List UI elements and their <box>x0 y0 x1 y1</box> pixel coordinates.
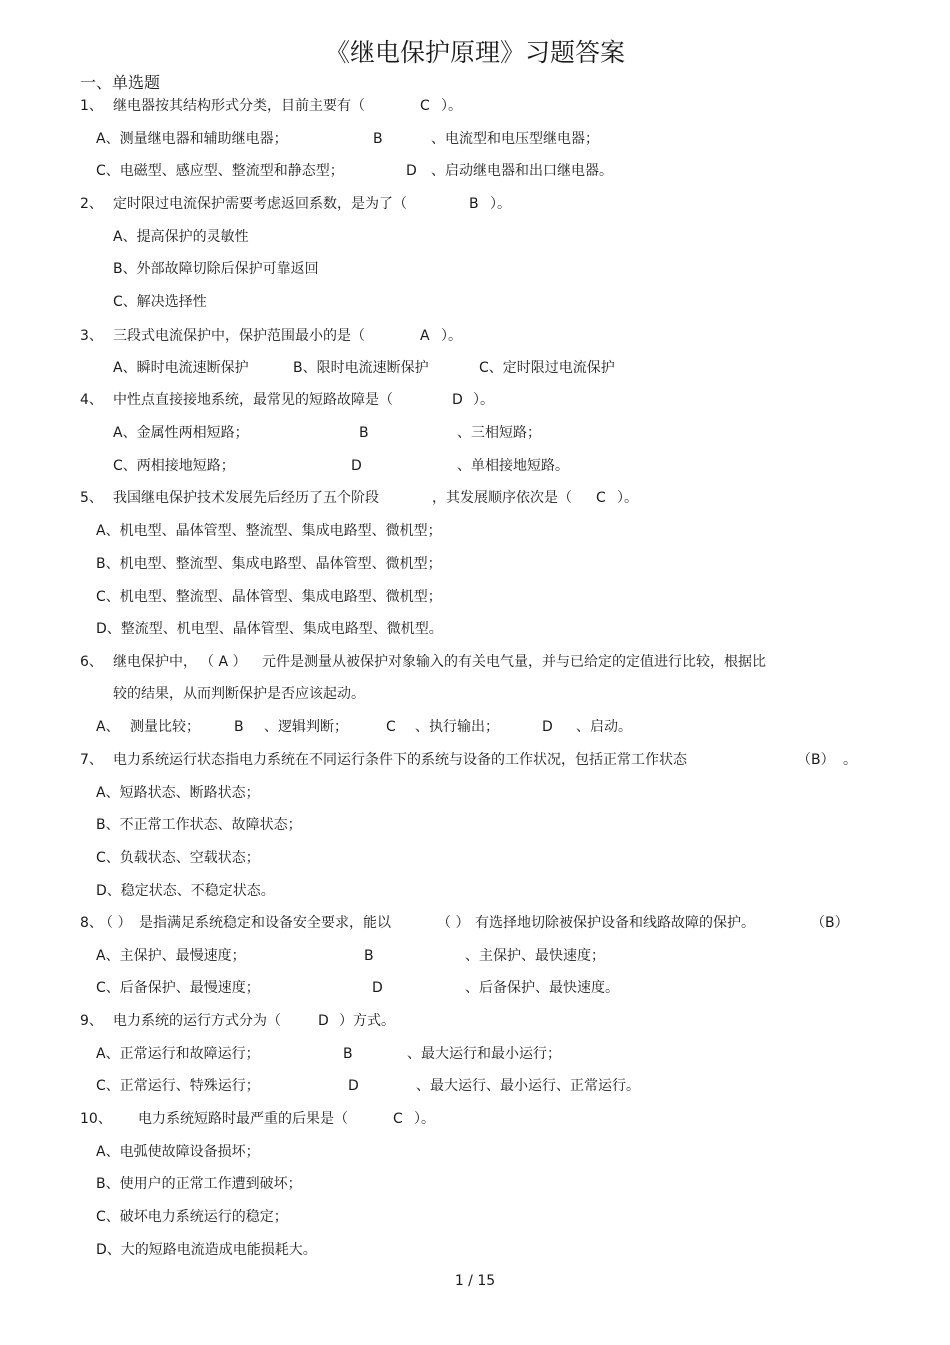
question-3-answer: A <box>420 328 430 344</box>
question-4-option-d: 、单相接地短路。 <box>457 458 569 474</box>
question-10-option-c: C、破坏电力系统运行的稳定； <box>96 1209 288 1225</box>
question-10-end: ）。 <box>414 1111 435 1127</box>
question-5-answer: C <box>596 490 606 506</box>
question-4-option-a: A、金属性两相短路； <box>113 425 249 441</box>
question-9-end: ）方式。 <box>339 1013 395 1029</box>
question-6-option-c: 、执行输出； <box>415 719 499 735</box>
question-8-option-d-letter: D <box>372 980 383 996</box>
question-6-option-a-letter: A、 <box>96 719 120 735</box>
question-8-option-a: A、主保护、最慢速度； <box>96 948 246 964</box>
document-title: 《继电保护原理》习题答案 <box>324 38 625 67</box>
question-5-option-d: D、整流型、机电型、晶体管型、集成电路型、微机型。 <box>96 621 443 637</box>
question-6-stem-cont: 元件是测量从被保护对象输入的有关电气量，并与已给定的定值进行比较，根据比 <box>262 654 766 670</box>
page-number: 1 / 15 <box>454 1273 496 1289</box>
question-1-answer: C <box>420 98 430 114</box>
question-3-option-c: C、定时限过电流保护 <box>479 360 615 376</box>
question-7-option-d: D、稳定状态、不稳定状态。 <box>96 883 275 899</box>
question-4-answer: D <box>452 392 463 408</box>
question-4-stem: 中性点直接接地系统，最常见的短路故障是（ <box>113 392 393 408</box>
question-9-stem: 电力系统的运行方式分为（ <box>113 1013 281 1029</box>
question-10-option-a: A、电弧使故障设备损坏； <box>96 1144 260 1160</box>
question-4-end: ）。 <box>473 392 494 408</box>
question-2-option-b: B、外部故障切除后保护可靠返回 <box>113 261 319 277</box>
question-10-answer: C <box>393 1111 403 1127</box>
question-7-option-c: C、负载状态、空载状态； <box>96 850 260 866</box>
question-10-option-d: D、大的短路电流造成电能损耗大。 <box>96 1242 317 1258</box>
question-10-option-b: B、使用户的正常工作遭到破坏； <box>96 1176 302 1192</box>
question-1-end: ）。 <box>441 98 462 114</box>
question-5-option-a: A、机电型、晶体管型、整流型、集成电路型、微机型； <box>96 523 442 539</box>
question-7-stem: 电力系统运行状态指电力系统在不同运行条件下的系统与设备的工作状况，包括正常工作状态 <box>113 752 687 768</box>
question-8-option-b-letter: B <box>364 948 374 964</box>
question-5-stem: 我国继电保护技术发展先后经历了五个阶段 <box>113 490 379 506</box>
question-6-option-b: 、逻辑判断； <box>264 719 348 735</box>
question-3-option-a: A、瞬时电流速断保护 <box>113 360 249 376</box>
question-3-option-b: B、限时电流速断保护 <box>293 360 429 376</box>
question-3-stem: 三段式电流保护中，保护范围最小的是（ <box>113 328 365 344</box>
question-8-stem-cont: 有选择地切除被保护设备和线路故障的保护。 <box>475 915 755 931</box>
question-6-option-d-letter: D <box>542 719 553 735</box>
question-8-number: 8、 <box>80 915 103 931</box>
question-9-number: 9、 <box>80 1013 103 1029</box>
question-2-end: ）。 <box>490 196 511 212</box>
question-10-number: 10、 <box>80 1111 112 1127</box>
question-8-blank-1: （ ） <box>99 915 132 931</box>
question-2-answer: B <box>469 196 479 212</box>
question-1-stem: 继电器按其结构形式分类，目前主要有（ <box>113 98 365 114</box>
question-2-option-c: C、解决选择性 <box>113 294 207 310</box>
question-1-number: 1、 <box>80 98 103 114</box>
question-4-option-b: 、三相短路； <box>457 425 541 441</box>
question-6-option-b-letter: B <box>234 719 244 735</box>
question-8-blank-2: （ ） <box>437 915 470 931</box>
question-9-option-d: 、最大运行、最小运行、正常运行。 <box>416 1078 640 1094</box>
question-9-option-a: A、正常运行和故障运行； <box>96 1046 260 1062</box>
question-1-option-d: 、启动继电器和出口继电器。 <box>431 163 613 179</box>
question-6-number: 6、 <box>80 654 103 670</box>
question-6-option-d: 、启动。 <box>576 719 632 735</box>
question-3-number: 3、 <box>80 328 103 344</box>
question-8-answer: （B） <box>811 915 849 931</box>
question-5-option-b: B、机电型、整流型、集成电路型、晶体管型、微机型； <box>96 556 442 572</box>
question-7-option-a: A、短路状态、断路状态； <box>96 785 260 801</box>
question-4-option-b-letter: B <box>359 425 369 441</box>
question-8-option-b: 、主保护、最快速度； <box>465 948 605 964</box>
question-7-number: 7、 <box>80 752 103 768</box>
question-1-option-b-letter: B <box>373 131 383 147</box>
question-9-option-d-letter: D <box>348 1078 359 1094</box>
question-4-option-d-letter: D <box>351 458 362 474</box>
question-2-number: 2、 <box>80 196 103 212</box>
question-8-option-d: 、后备保护、最快速度。 <box>465 980 619 996</box>
question-6-option-a: 测量比较； <box>130 719 200 735</box>
question-6-stem: 继电保护中， <box>113 654 197 670</box>
question-7-option-b: B、不正常工作状态、故障状态； <box>96 817 302 833</box>
question-8-stem: 是指满足系统稳定和设备安全要求，能以 <box>139 915 391 931</box>
question-2-option-a: A、提高保护的灵敏性 <box>113 229 249 245</box>
question-1-option-c: C、电磁型、感应型、整流型和静态型； <box>96 163 344 179</box>
question-6-answer: （ A ） <box>200 654 247 670</box>
question-3-end: ）。 <box>441 328 462 344</box>
question-4-option-c: C、两相接地短路； <box>113 458 235 474</box>
question-9-answer: D <box>318 1013 329 1029</box>
question-5-number: 5、 <box>80 490 103 506</box>
section-heading: 一、单选题 <box>80 73 161 92</box>
question-5-option-c: C、机电型、整流型、晶体管型、集成电路型、微机型； <box>96 589 442 605</box>
question-7-end: 。 <box>843 752 857 768</box>
question-1-option-b: 、电流型和电压型继电器； <box>431 131 599 147</box>
question-9-option-b-letter: B <box>343 1046 353 1062</box>
question-7-answer: （B） <box>797 752 835 768</box>
question-6-line-2: 较的结果，从而判断保护是否应该起动。 <box>113 686 365 702</box>
question-6-option-c-letter: C <box>386 719 396 735</box>
question-4-number: 4、 <box>80 392 103 408</box>
question-10-stem: 电力系统短路时最严重的后果是（ <box>138 1111 348 1127</box>
question-9-option-b: 、最大运行和最小运行； <box>407 1046 561 1062</box>
question-9-option-c: C、正常运行、特殊运行； <box>96 1078 260 1094</box>
question-8-option-c: C、后备保护、最慢速度； <box>96 980 260 996</box>
question-5-end: ）。 <box>617 490 638 506</box>
question-2-stem: 定时限过电流保护需要考虑返回系数，是为了（ <box>113 196 407 212</box>
question-1-option-d-letter: D <box>406 163 417 179</box>
question-1-option-a: A、测量继电器和辅助继电器； <box>96 131 288 147</box>
question-5-stem-cont: ，其发展顺序依次是（ <box>432 490 572 506</box>
